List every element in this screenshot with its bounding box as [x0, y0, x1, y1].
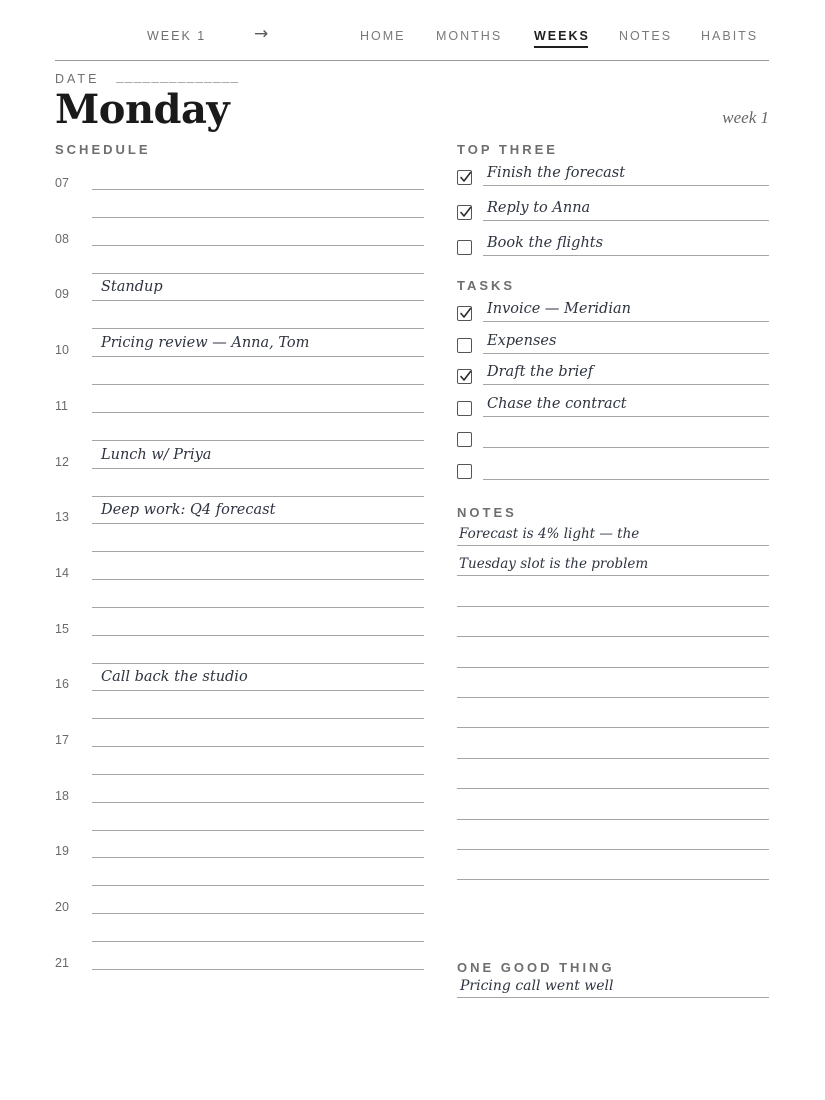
- checkbox-checked[interactable]: [457, 205, 472, 220]
- schedule-hour-line: [92, 579, 424, 580]
- notes-heading: NOTES: [457, 505, 517, 520]
- hour-label: 19: [55, 844, 69, 859]
- schedule-entry[interactable]: Call back the studio: [101, 669, 248, 686]
- notes-line: [457, 758, 769, 759]
- hour-label: 10: [55, 343, 69, 358]
- notes-line: [457, 545, 769, 546]
- task-item-line: [483, 479, 769, 480]
- task-item-text[interactable]: Expenses: [487, 332, 557, 349]
- schedule-hour-line: [92, 746, 424, 747]
- hour-label: 09: [55, 287, 69, 302]
- schedule-hour-line: [92, 245, 424, 246]
- task-item-text[interactable]: Chase the contract: [487, 395, 627, 412]
- one-good-thing-text[interactable]: Pricing call went well: [460, 978, 614, 994]
- task-item-line: [483, 447, 769, 448]
- notes-line: [457, 606, 769, 607]
- hour-label: 11: [55, 398, 68, 413]
- hour-label: 07: [55, 176, 69, 190]
- task-item-line: [483, 416, 769, 417]
- top-three-item-text[interactable]: Finish the forecast: [487, 165, 626, 181]
- task-item-line: [483, 353, 769, 354]
- one-good-thing-line: [457, 997, 769, 998]
- schedule-half-hour-line: [92, 607, 424, 608]
- notes-text[interactable]: Forecast is 4% light — the: [459, 526, 640, 542]
- schedule-hour-line: [92, 356, 424, 357]
- checkbox-unchecked[interactable]: [457, 240, 472, 255]
- hour-label: 14: [55, 565, 69, 580]
- week-label: week 1: [722, 108, 769, 127]
- date-label: DATE: [55, 72, 100, 86]
- top-three-item-text[interactable]: Reply to Anna: [487, 200, 591, 216]
- schedule-hour-line: [92, 969, 424, 970]
- nav-week-link[interactable]: WEEK 1: [147, 29, 207, 43]
- tasks-heading: TASKS: [457, 278, 516, 293]
- one-good-thing-heading: ONE GOOD THING: [457, 960, 615, 975]
- hour-label: 12: [55, 454, 69, 469]
- checkbox-unchecked[interactable]: [457, 338, 472, 353]
- task-item-line: [483, 321, 769, 322]
- checkbox-checked[interactable]: [457, 306, 472, 321]
- top-three-item-text[interactable]: Book the flights: [487, 235, 604, 251]
- notes-line: [457, 667, 769, 668]
- notes-line: [457, 727, 769, 728]
- schedule-half-hour-line: [92, 384, 424, 385]
- schedule-half-hour-line: [92, 551, 424, 552]
- notes-line: [457, 697, 769, 698]
- checkbox-unchecked[interactable]: [457, 401, 472, 416]
- notes-line: [457, 575, 769, 576]
- schedule-half-hour-line: [92, 440, 424, 441]
- hour-label: 15: [55, 621, 69, 636]
- notes-line: [457, 819, 769, 820]
- tab-notes[interactable]: NOTES: [619, 29, 673, 43]
- schedule-hour-line: [92, 635, 424, 636]
- hour-label: 20: [55, 900, 69, 915]
- hour-label: 18: [55, 788, 69, 803]
- schedule-half-hour-line: [92, 273, 424, 274]
- schedule-half-hour-line: [92, 718, 424, 719]
- schedule-hour-line: [92, 412, 424, 413]
- tab-habits[interactable]: HABITS: [701, 29, 759, 43]
- checkbox-checked[interactable]: [457, 170, 472, 185]
- tab-home[interactable]: HOME: [360, 29, 406, 43]
- schedule-hour-line: [92, 913, 424, 914]
- schedule-entry[interactable]: Deep work: Q4 forecast: [101, 502, 276, 519]
- top-three-heading: TOP THREE: [457, 142, 558, 157]
- arrow-right-icon[interactable]: →: [254, 24, 269, 44]
- schedule-entry[interactable]: Pricing review — Anna, Tom: [101, 335, 310, 352]
- notes-line: [457, 849, 769, 850]
- schedule-hour-line: [92, 300, 424, 301]
- schedule-half-hour-line: [92, 885, 424, 886]
- checkbox-unchecked[interactable]: [457, 432, 472, 447]
- schedule-entry[interactable]: Standup: [101, 279, 163, 296]
- date-field[interactable]: ______________: [116, 70, 240, 85]
- page-title: Monday: [55, 86, 230, 133]
- schedule-half-hour-line: [92, 774, 424, 775]
- top-three-item-line: [483, 220, 769, 221]
- hour-label: 13: [55, 510, 69, 525]
- schedule-half-hour-line: [92, 217, 424, 218]
- checkbox-checked[interactable]: [457, 369, 472, 384]
- tab-months[interactable]: MONTHS: [436, 29, 503, 43]
- hour-label: 08: [55, 231, 69, 246]
- schedule-half-hour-line: [92, 328, 424, 329]
- top-nav: [55, 0, 769, 61]
- task-item-text[interactable]: Draft the brief: [487, 364, 594, 380]
- schedule-hour-line: [92, 857, 424, 858]
- notes-line: [457, 636, 769, 637]
- hour-label: 17: [55, 733, 69, 747]
- schedule-heading: SCHEDULE: [55, 142, 151, 157]
- notes-text[interactable]: Tuesday slot is the problem: [459, 556, 649, 573]
- schedule-hour-line: [92, 468, 424, 469]
- top-three-item-line: [483, 255, 769, 256]
- schedule-hour-line: [92, 189, 424, 190]
- notes-line: [457, 879, 769, 880]
- schedule-half-hour-line: [92, 496, 424, 497]
- notes-line: [457, 788, 769, 789]
- schedule-entry[interactable]: Lunch w/ Priya: [101, 446, 212, 463]
- checkbox-unchecked[interactable]: [457, 464, 472, 479]
- tab-weeks[interactable]: WEEKS: [534, 29, 590, 43]
- schedule-half-hour-line: [92, 663, 424, 664]
- schedule-half-hour-line: [92, 941, 424, 942]
- top-three-item-line: [483, 185, 769, 186]
- schedule-hour-line: [92, 523, 424, 524]
- schedule-half-hour-line: [92, 830, 424, 831]
- schedule-hour-line: [92, 802, 424, 803]
- task-item-text[interactable]: Invoice — Meridian: [487, 301, 631, 317]
- task-item-line: [483, 384, 769, 385]
- hour-label: 21: [55, 955, 69, 970]
- schedule-hour-line: [92, 690, 424, 691]
- hour-label: 16: [55, 677, 69, 692]
